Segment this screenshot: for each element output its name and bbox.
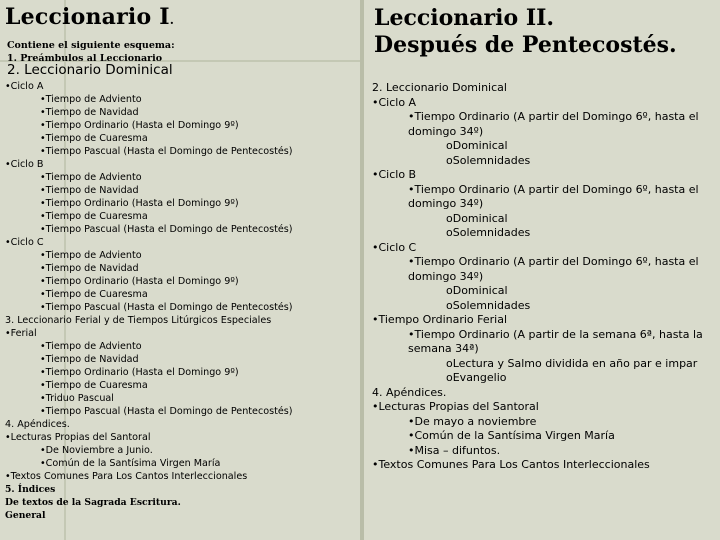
right-outline-item: •De mayo a noviembre bbox=[408, 414, 537, 428]
left-outline-item: •De Noviembre a Junio. bbox=[40, 445, 153, 456]
right-outline-item: domingo 34º) bbox=[408, 197, 484, 210]
right-outline-item: domingo 34º) bbox=[408, 124, 484, 138]
left-outline-item: •Ciclo A bbox=[5, 81, 44, 92]
right-outline-item: •Común de la Santísima Virgen María bbox=[408, 429, 615, 442]
right-outline-item: •Textos Comunes Para Los Cantos Interleccionales bbox=[372, 458, 650, 471]
left-outline-item: 5. Índices bbox=[5, 484, 56, 495]
right-outline-item: •Ciclo A bbox=[372, 95, 417, 109]
left-outline-item: •Tiempo Pascual (Hasta el Domingo de Pentecostés) bbox=[40, 302, 293, 313]
left-outline-item: •Tiempo Ordinario (Hasta el Domingo 9º) bbox=[40, 198, 239, 209]
right-outline-item: semana 34ª) bbox=[408, 342, 479, 355]
left-outline-item: •Tiempo de Navidad bbox=[40, 263, 139, 274]
right-outline-item: oSolemnidades bbox=[446, 298, 531, 312]
left-outline-item: •Lecturas Propias del Santoral bbox=[5, 432, 151, 443]
right-title-line-2: Después de Pentecostés. bbox=[374, 32, 677, 58]
right-outline-item: oSolemnidades bbox=[446, 226, 531, 239]
right-outline-item: 4. Apéndices. bbox=[372, 385, 447, 399]
right-outline-item: •Lecturas Propias del Santoral bbox=[372, 400, 539, 413]
subtitle-line-2: 1. Preámbulos al Leccionario bbox=[7, 53, 163, 64]
left-outline-item: •Tiempo de Adviento bbox=[40, 172, 142, 183]
right-title bbox=[374, 5, 677, 59]
right-outline-item: •Tiempo Ordinario (A partir de la semana 6ª, hasta la bbox=[408, 327, 703, 341]
right-title-line-1: Leccionario II. bbox=[374, 5, 555, 31]
left-outline-item: General bbox=[5, 510, 46, 521]
section-heading: 2. Leccionario Dominical bbox=[7, 62, 173, 78]
left-outline-item: •Tiempo de Navidad bbox=[40, 354, 139, 365]
right-outline-item: oDominical bbox=[446, 284, 508, 297]
left-outline-item: 3. Leccionario Ferial y de Tiempos Litúrgicos Especiales bbox=[5, 315, 272, 326]
left-outline-item: •Tiempo Ordinario (Hasta el Domingo 9º) bbox=[40, 120, 239, 131]
left-outline-item: •Textos Comunes Para Los Cantos Interleccionales bbox=[5, 471, 248, 482]
left-outline-item: De textos de la Sagrada Escritura. bbox=[5, 497, 181, 508]
right-outline-item: oDominical bbox=[446, 139, 508, 152]
right-outline-item: •Ciclo B bbox=[372, 168, 417, 181]
right-outline-item: oLectura y Salmo dividida en año par e impar bbox=[446, 356, 698, 370]
left-title: Leccionario I. bbox=[5, 4, 175, 30]
left-outline-item: •Tiempo de Adviento bbox=[40, 341, 142, 352]
left-outline-item: •Tiempo de Cuaresma bbox=[40, 380, 148, 391]
right-outline-item: •Ciclo C bbox=[372, 240, 417, 254]
left-outline-item: •Ciclo B bbox=[5, 159, 44, 170]
left-outline-item: •Común de la Santísima Virgen María bbox=[40, 458, 221, 469]
right-outline-item: •Tiempo Ordinario (A partir del Domingo 6º, hasta el bbox=[408, 255, 699, 268]
right-outline-item: •Tiempo Ordinario (A partir del Domingo 6º, hasta el bbox=[408, 182, 699, 196]
left-outline-item: •Tiempo de Adviento bbox=[40, 94, 142, 105]
left-outline-item: •Tiempo de Adviento bbox=[40, 250, 142, 261]
subtitle-line-1: Contiene el siguiente esquema: bbox=[7, 40, 175, 51]
left-outline-item: •Tiempo de Navidad bbox=[40, 107, 139, 118]
right-outline-item: domingo 34º) bbox=[408, 269, 484, 283]
left-outline-item: •Tiempo Ordinario (Hasta el Domingo 9º) bbox=[40, 276, 239, 287]
right-outline-item: oEvangelio bbox=[446, 371, 507, 384]
left-outline-item: •Tiempo de Cuaresma bbox=[40, 133, 148, 144]
right-slide-panel bbox=[364, 0, 720, 540]
right-outline-item: oSolemnidades bbox=[446, 153, 531, 167]
right-outline-item: •Tiempo Ordinario Ferial bbox=[372, 313, 508, 326]
right-outline-item: •Tiempo Ordinario (A partir del Domingo 6º, hasta el bbox=[408, 110, 699, 123]
left-outline-item: •Tiempo de Navidad bbox=[40, 185, 139, 196]
right-outline-item: 2. Leccionario Dominical bbox=[372, 81, 507, 94]
left-outline-item: 4. Apéndices. bbox=[5, 419, 70, 430]
left-outline-item: •Tiempo Pascual (Hasta el Domingo de Pentecostés) bbox=[40, 406, 293, 417]
left-outline-item: •Tiempo Ordinario (Hasta el Domingo 9º) bbox=[40, 367, 239, 378]
left-outline-item: •Ciclo C bbox=[5, 237, 44, 248]
right-outline-item: •Misa – difuntos. bbox=[408, 443, 501, 457]
left-outline-item: •Tiempo Pascual (Hasta el Domingo de Pentecostés) bbox=[40, 224, 293, 235]
left-outline-item: •Tiempo de Cuaresma bbox=[40, 289, 148, 300]
left-outline-item: •Triduo Pascual bbox=[40, 393, 114, 404]
right-outline-item: oDominical bbox=[446, 211, 508, 225]
left-outline-item: •Tiempo Pascual (Hasta el Domingo de Pentecostés) bbox=[40, 146, 293, 157]
left-outline-item: •Tiempo de Cuaresma bbox=[40, 211, 148, 222]
left-outline-item: •Ferial bbox=[5, 328, 37, 339]
